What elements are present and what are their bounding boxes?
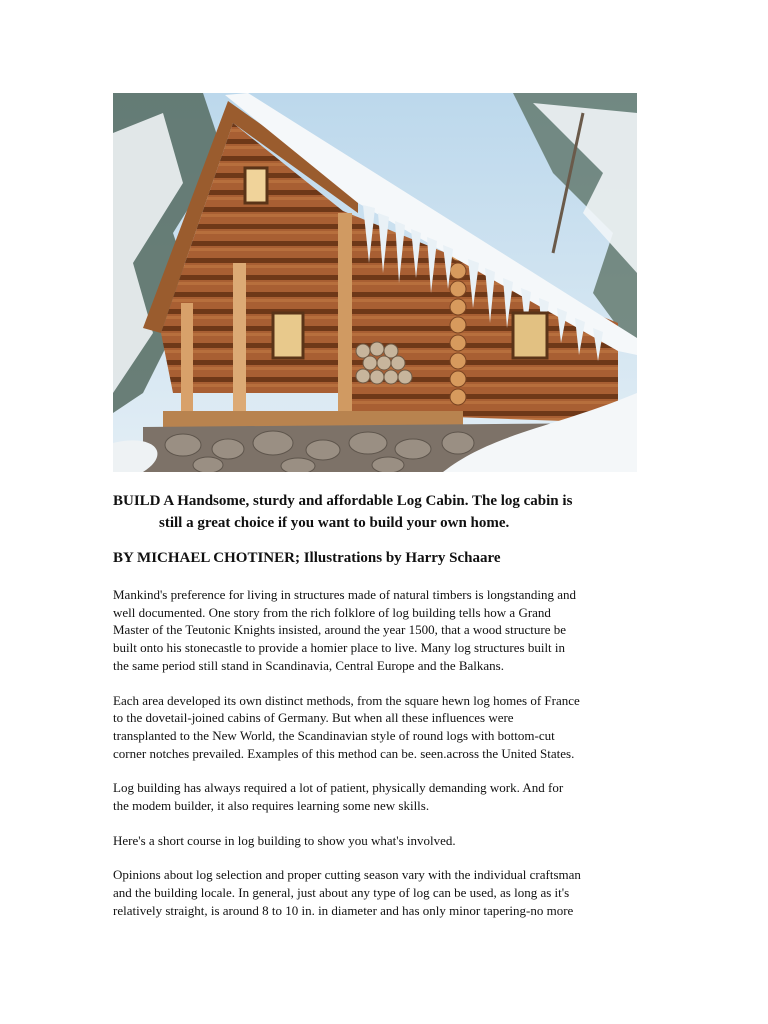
text-line: Master of the Teutonic Knights insisted, around the year 1500, that a wood structure be xyxy=(113,622,567,638)
text-line: Log building has always required a lot of patient, physically demanding work. And for xyxy=(113,780,564,796)
text-line: to the dovetail-joined cabins of Germany. But when all these influences were xyxy=(113,710,514,726)
headline-line-2: still a great choice if you want to build your own home. xyxy=(159,515,510,531)
text-line: relatively straight, is around 8 to 10 in. in diameter and has only minor tapering-no more xyxy=(113,902,574,918)
article-byline: BY MICHAEL CHOTINER; Illustrations by Harry Schaare xyxy=(113,550,501,566)
text-line: Each area developed its own distinct methods, from the square hewn log homes of France xyxy=(113,692,580,708)
paragraph-4 xyxy=(113,832,673,850)
text-line: Here's a short course in log building to show you what's involved. xyxy=(113,832,456,848)
article-headline xyxy=(113,490,653,534)
paragraph-3 xyxy=(113,779,673,814)
paragraph-1 xyxy=(113,586,673,675)
text-line: built onto his stonecastle to provide a homier place to live. Many log structures built in xyxy=(113,640,566,656)
text-line: well documented. One story from the rich folklore of log building tells how a Grand xyxy=(113,604,551,620)
text-line: corner notches prevailed. Examples of this method can be. seen.across the United States. xyxy=(113,745,575,761)
log-cabin-photo xyxy=(113,93,637,472)
headline-line-1: BUILD A Handsome, sturdy and affordable Log Cabin. The log cabin is xyxy=(113,493,573,509)
article-body xyxy=(113,586,673,937)
text-line: the same period still stand in Scandinavia, Central Europe and the Balkans. xyxy=(113,657,504,673)
paragraph-2 xyxy=(113,692,673,763)
paragraph-5 xyxy=(113,866,673,919)
text-line: the modem builder, it also requires learning some new skills. xyxy=(113,798,430,814)
text-line: transplanted to the New World, the Scandinavian style of round logs with bottom-cut xyxy=(113,727,555,743)
text-line: Mankind's preference for living in structures made of natural timbers is longstanding and xyxy=(113,587,576,602)
text-line: Opinions about log selection and proper cutting season vary with the individual craftsman xyxy=(113,867,581,883)
text-line: and the building locale. In general, just about any type of log can be used, as long as it's xyxy=(113,885,570,901)
